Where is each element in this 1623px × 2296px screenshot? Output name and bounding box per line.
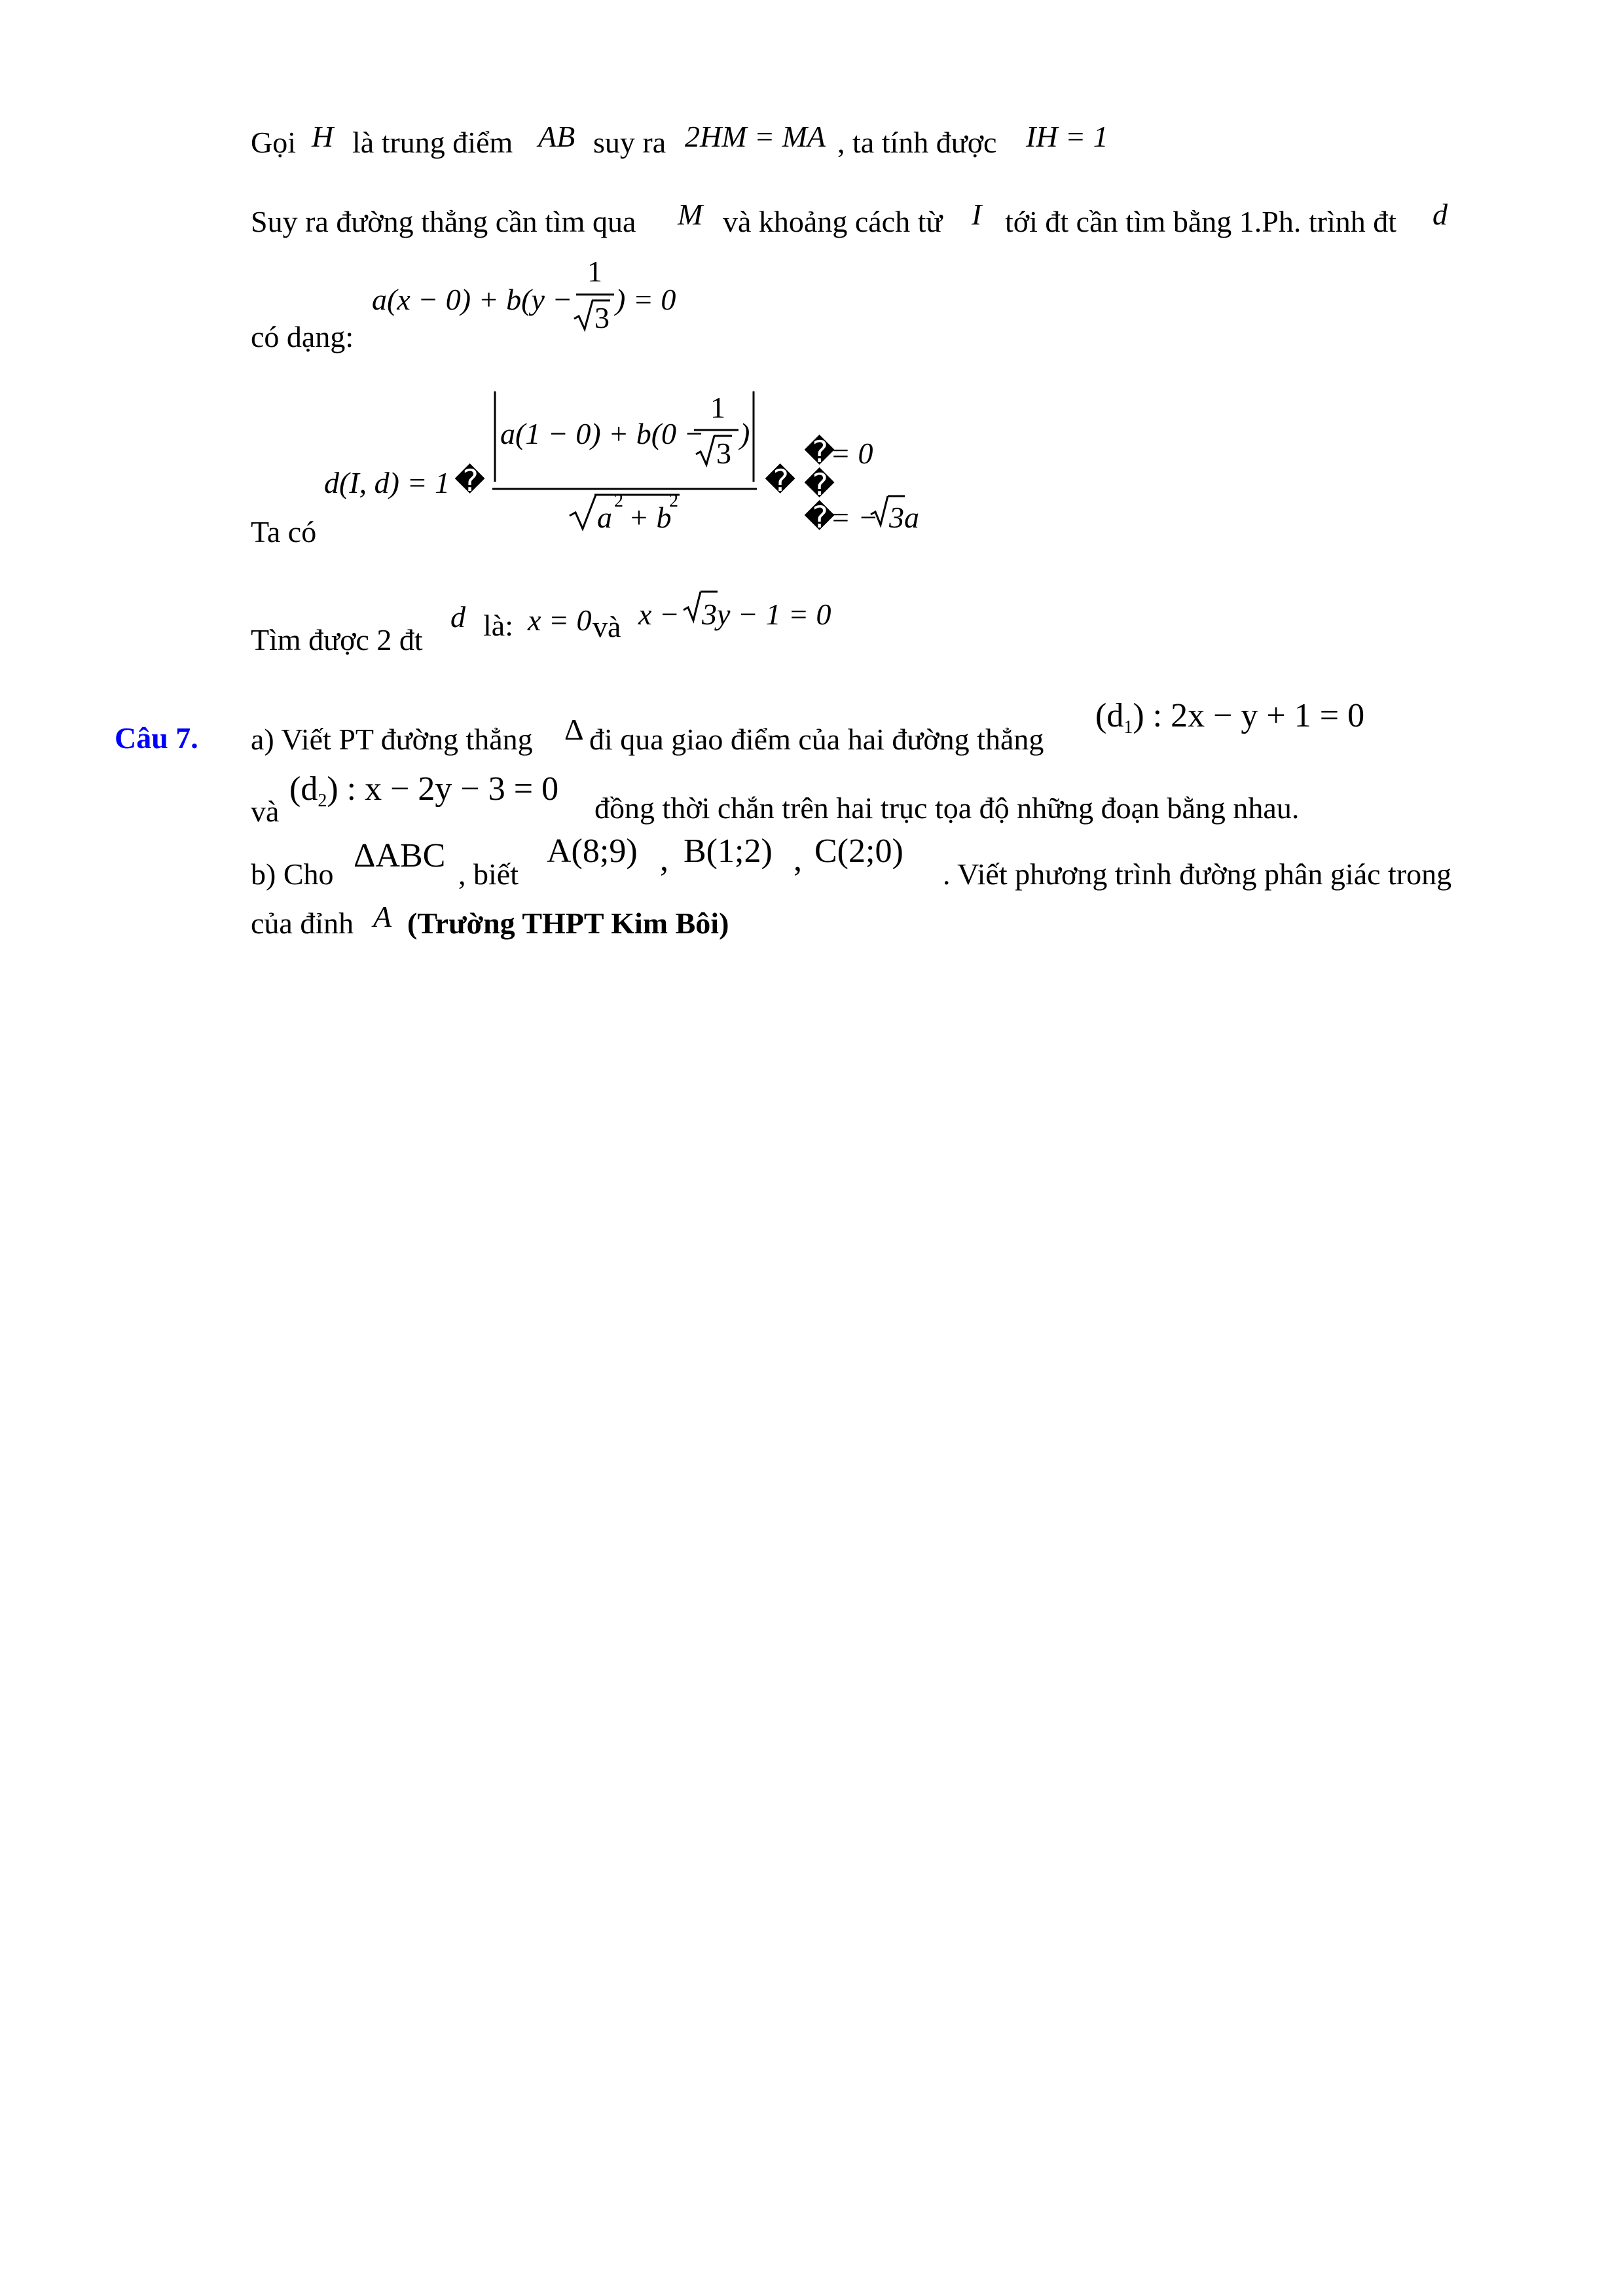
replacement-glyph-1: � (454, 464, 486, 497)
text-la: là: (483, 609, 513, 642)
equation-distance-lhs: d(I, d) = 1 (324, 466, 450, 499)
equation-d-left: a(x − 0) + b(y − (372, 283, 573, 316)
denominator-plus-b: + b (629, 501, 672, 534)
math-AB: AB (538, 120, 575, 153)
case-2-sqrt-sign (871, 495, 889, 528)
equation-d-right: ) = 0 (615, 283, 676, 316)
math-H: H (312, 120, 334, 153)
text-suy-ra: suy ra (593, 126, 666, 159)
question-label: Câu 7. (115, 721, 198, 755)
text-va-line5: và (593, 610, 621, 643)
text-cua-dinh: của đỉnh (251, 906, 354, 940)
text-di-qua: đi qua giao điểm của hai đường thẳng (589, 723, 1044, 756)
replacement-glyph-case1: � (804, 435, 835, 469)
text-ta-tinh-duoc: , ta tính được (837, 126, 997, 159)
case-1: = 0 (830, 437, 873, 470)
math-I: I (972, 198, 982, 231)
math-triangle-abc: ΔABC (354, 837, 446, 874)
sqrt-sign (574, 299, 594, 332)
equation-2-sqrt-sign (684, 590, 702, 623)
case-2-sqrt-overline (888, 495, 906, 497)
main-fraction-bar (492, 488, 758, 490)
numerator-right: ) (740, 417, 750, 450)
equation-2-sqrt-overline (701, 590, 719, 593)
point-c: C(2;0) (814, 833, 903, 870)
math-M: M (678, 198, 703, 231)
math-2hm-ma: 2HM = MA (685, 120, 826, 153)
denominator-sqrt-overline (594, 493, 681, 496)
equation-2-left: x − (638, 598, 680, 631)
replacement-glyph-case2: � (804, 501, 835, 534)
point-a: A(8;9) (547, 833, 638, 870)
math-A: A (373, 900, 392, 933)
numerator-fraction-den: 3 (716, 437, 731, 470)
text-suy-ra-duong-thang: Suy ra đường thẳng cần tìm qua (251, 205, 636, 238)
text-goi: Gọi (251, 126, 296, 159)
denominator-a-exponent: 2 (614, 491, 623, 511)
fraction-denominator: 3 (594, 301, 610, 334)
denominator-sqrt-sign (570, 492, 597, 531)
text-khoang-cach: và khoảng cách từ (723, 205, 943, 238)
case-2-value: 3a (889, 501, 919, 534)
fraction-bar (576, 293, 615, 296)
comma-2: , (793, 841, 802, 878)
text-ta-co: Ta có (251, 515, 317, 548)
text-b-cho: b) Cho (251, 857, 334, 891)
math-d-line5: d (450, 600, 465, 634)
source-attribution: (Trường THPT Kim Bôi) (407, 906, 729, 940)
text-va-cau7: và (251, 795, 280, 828)
equation-x-0: x = 0 (528, 603, 592, 637)
numerator-left: a(1 − 0) + b(0 − (500, 417, 704, 450)
text-viet-phuong-trinh: . Viết phương trình đường phân giác trong (943, 857, 1452, 891)
fraction-numerator: 1 (587, 255, 602, 288)
numerator-sqrt-sign (696, 435, 716, 467)
point-b: B(1;2) (684, 833, 773, 870)
comma-1: , (660, 841, 668, 878)
text-la-trung-diem: là trung điểm (352, 126, 513, 159)
text-co-dang: có dạng: (251, 320, 354, 353)
text-toi-dt: tới đt cần tìm bằng 1.Ph. trình đt (1005, 205, 1396, 238)
text-biet: , biết (458, 857, 519, 891)
text-a-viet-pt: a) Viết PT đường thẳng (251, 723, 533, 756)
numerator-fraction-bar (694, 429, 740, 431)
equation-d1: $(d_1)$ : 2x − y + 1 = 0 (1095, 697, 1365, 738)
replacement-glyph-case-mid: � (804, 468, 835, 501)
case-2-minus: = − (830, 501, 879, 534)
abs-bar-left (493, 391, 497, 483)
math-ih-1: IH = 1 (1026, 120, 1108, 153)
denominator-b-exponent: 2 (669, 491, 678, 511)
abs-bar-right (752, 391, 756, 483)
denominator-a: a (597, 501, 612, 534)
math-d: d (1432, 198, 1448, 231)
replacement-glyph-2: � (765, 464, 796, 497)
text-tim-duoc: Tìm được 2 đt (251, 623, 423, 656)
math-delta: Δ (564, 713, 584, 746)
equation-2-right: 3y − 1 = 0 (702, 598, 831, 631)
numerator-fraction-num: 1 (710, 391, 725, 424)
text-dong-thoi: đồng thời chắn trên hai trục tọa độ những đoạn bằng nhau. (594, 791, 1300, 825)
equation-d2: $(d_2)$ : x − 2y − 3 = 0 (289, 770, 559, 811)
